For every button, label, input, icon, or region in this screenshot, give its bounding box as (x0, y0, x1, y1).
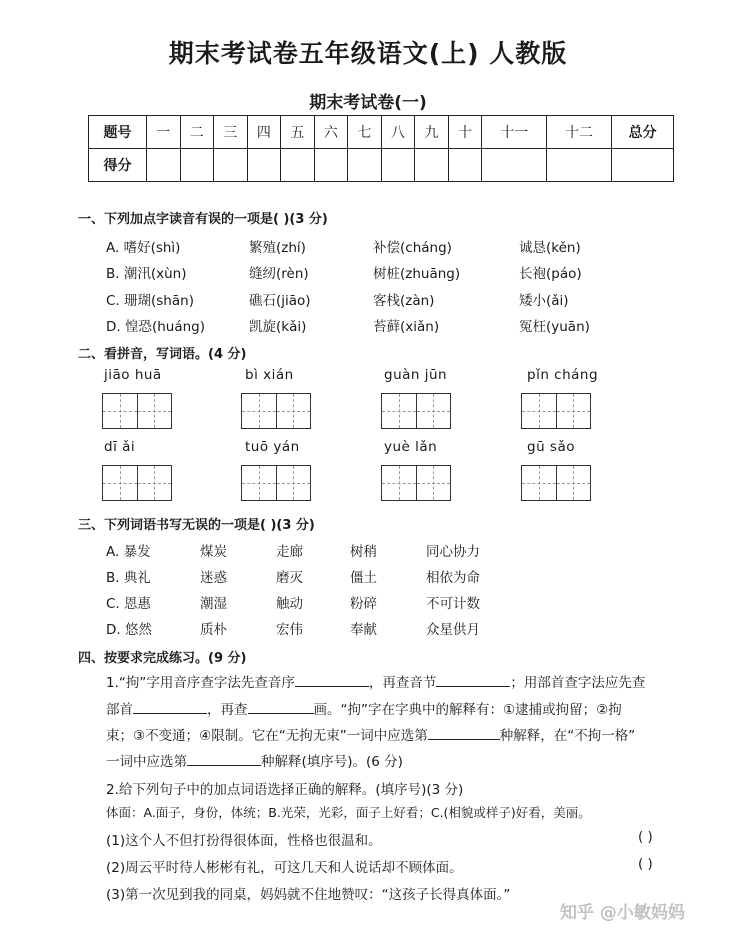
score-cell[interactable] (314, 149, 348, 182)
q1-option: 苔藓(xiǎn) (373, 319, 440, 335)
pinyin-label: bì xián (245, 367, 294, 383)
q3-word: 粉碎 (350, 596, 377, 612)
q3-word: 僵土 (350, 570, 377, 586)
table-cell: 四 (247, 116, 281, 149)
q3-word: 磨灭 (276, 570, 303, 586)
table-cell: 十一 (482, 116, 547, 149)
score-table (88, 115, 674, 182)
score-cell[interactable] (281, 149, 315, 182)
exam-subtitle: 期末考试卷(一) (309, 93, 427, 113)
q3-word: 相依为命 (426, 570, 480, 586)
pinyin-label: dī ǎi (104, 439, 136, 455)
q1-option: 缝纫(rèn) (249, 266, 309, 282)
answer-blank[interactable] (133, 713, 207, 714)
watermark: 知乎 @小敏妈妈 (560, 903, 685, 923)
score-cell[interactable] (147, 149, 181, 182)
text-span: ，再查 (207, 702, 248, 718)
score-table-header-row (89, 116, 674, 149)
q4-p2-definitions: 体面：A.面子，身份，体统；B.光荣，光彩，面子上好看；C.(相貌或样子)好看，美丽。 (106, 805, 591, 820)
table-cell: 题号 (89, 116, 147, 149)
q4-p2-instruction: 2.给下列句子中的加点词语选择正确的解释。(填序号)(3 分) (106, 782, 464, 798)
q3-word: 同心协力 (426, 544, 480, 560)
q3-option: B. 典礼 (106, 570, 151, 586)
table-cell: 七 (348, 116, 382, 149)
q4-p1-line1 (106, 671, 645, 691)
q3-word: 树稍 (350, 544, 377, 560)
score-cell[interactable] (547, 149, 612, 182)
q3-word: 质朴 (200, 622, 227, 638)
score-cell[interactable] (482, 149, 547, 182)
text-span: ；用部首查字法应先查 (510, 675, 646, 691)
pinyin-label: yuè lǎn (384, 439, 438, 455)
table-cell: 九 (415, 116, 449, 149)
q1-option: B. 潮汛(xùn) (106, 266, 187, 282)
q1-option: 冤枉(yuān) (519, 319, 590, 335)
text-span: 种解释，在“不拘一格” (499, 728, 636, 744)
q1-option: C. 珊瑚(shān) (106, 293, 194, 309)
q1-option: 繁殖(zhí) (249, 240, 306, 256)
q3-option: A. 暴发 (106, 544, 151, 560)
q3-word: 走廊 (276, 544, 303, 560)
q3-heading: 三、下列词语书写无误的一项是( )(3 分) (78, 518, 315, 533)
tianzige-box[interactable] (241, 465, 311, 501)
q1-option: 客栈(zàn) (373, 293, 435, 309)
q3-word: 奉献 (350, 622, 377, 638)
score-cell[interactable] (214, 149, 248, 182)
q4-p1-line2 (106, 698, 622, 718)
q3-word: 煤炭 (200, 544, 227, 560)
pinyin-label: jiāo huā (104, 367, 162, 383)
table-cell: 五 (281, 116, 315, 149)
pinyin-label: pǐn cháng (527, 367, 599, 383)
q4-p1-line4 (106, 750, 403, 770)
q1-heading: 一、下列加点字读音有误的一项是( )(3 分) (78, 212, 328, 227)
table-cell: 一 (147, 116, 181, 149)
table-cell: 十二 (547, 116, 612, 149)
score-cell[interactable] (612, 149, 674, 182)
q4-p2-sentence-3: (3)第一次见到我的同桌，妈妈就不住地赞叹：“这孩子长得真体面。” (106, 887, 511, 903)
tianzige-box[interactable] (241, 393, 311, 429)
table-cell: 得分 (89, 149, 147, 182)
answer-blank[interactable] (248, 713, 314, 714)
table-cell: 六 (314, 116, 348, 149)
answer-blank[interactable] (187, 765, 261, 766)
text-span: 一词中应选第 (106, 754, 187, 770)
table-cell: 三 (214, 116, 248, 149)
table-cell: 二 (180, 116, 214, 149)
q2-heading: 二、看拼音，写词语。(4 分) (78, 347, 247, 362)
q1-option: D. 惶恐(huáng) (106, 319, 206, 335)
table-cell: 总分 (612, 116, 674, 149)
score-cell[interactable] (348, 149, 382, 182)
text-span: 种解释(填序号)。(6 分) (261, 754, 403, 770)
q1-option: 补偿(cháng) (373, 240, 452, 256)
q1-option: 长袍(páo) (519, 266, 582, 282)
pinyin-label: gū sǎo (527, 439, 575, 455)
tianzige-box[interactable] (381, 393, 451, 429)
answer-blank[interactable] (428, 739, 500, 740)
text-span: 束；③不变通；④限制。它在“无拘无束”一词中应选第 (106, 728, 428, 744)
score-table-score-row (89, 149, 674, 182)
pinyin-label: tuō yán (245, 439, 300, 455)
tianzige-box[interactable] (102, 393, 172, 429)
pinyin-label: guàn jūn (384, 367, 448, 383)
score-cell[interactable] (448, 149, 482, 182)
tianzige-box[interactable] (102, 465, 172, 501)
q1-option: 树桩(zhuāng) (373, 266, 461, 282)
score-cell[interactable] (381, 149, 415, 182)
score-cell[interactable] (415, 149, 449, 182)
q4-p2-sentence-1: (1)这个人不但打扮得很体面，性格也很温和。 (106, 833, 382, 849)
score-cell[interactable] (180, 149, 214, 182)
q1-option: A. 嗜好(shì) (106, 240, 181, 256)
q3-word: 潮湿 (200, 596, 227, 612)
exam-title: 期末考试卷五年级语文(上) 人教版 (168, 39, 568, 68)
tianzige-box[interactable] (381, 465, 451, 501)
text-span: 部首 (106, 702, 133, 718)
table-cell: 八 (381, 116, 415, 149)
answer-blank[interactable] (295, 686, 369, 687)
q3-word: 迷惑 (200, 570, 227, 586)
score-cell[interactable] (247, 149, 281, 182)
answer-paren[interactable]: ( ) (638, 829, 653, 845)
q1-option: 矮小(ǎi) (519, 293, 569, 309)
table-cell: 十 (448, 116, 482, 149)
q3-option: D. 悠然 (106, 622, 152, 638)
text-span: 画。“拘”字在字典中的解释有：①逮捕或拘留；②拘 (313, 702, 622, 718)
text-span: ，再查音节 (368, 675, 437, 691)
q4-heading: 四、按要求完成练习。(9 分) (78, 651, 247, 666)
q1-option: 礁石(jiāo) (249, 293, 311, 309)
tianzige-box[interactable] (521, 465, 591, 501)
text-span: 1.“拘”字用音序查字法先查音序 (106, 675, 295, 691)
q4-p2-sentence-2: (2)周云平时待人彬彬有礼，可这几天和人说话却不顾体面。 (106, 860, 463, 876)
q1-option: 诚恳(kěn) (519, 240, 581, 256)
q3-word: 触动 (276, 596, 303, 612)
answer-paren[interactable]: ( ) (638, 856, 653, 872)
q3-word: 不可计数 (426, 596, 480, 612)
answer-blank[interactable] (436, 686, 510, 687)
q1-option: 凯旋(kǎi) (249, 319, 307, 335)
tianzige-box[interactable] (521, 393, 591, 429)
q3-option: C. 恩惠 (106, 596, 152, 612)
q3-word: 众星供月 (426, 622, 480, 638)
q4-p1-line3 (106, 724, 635, 744)
q3-word: 宏伟 (276, 622, 303, 638)
